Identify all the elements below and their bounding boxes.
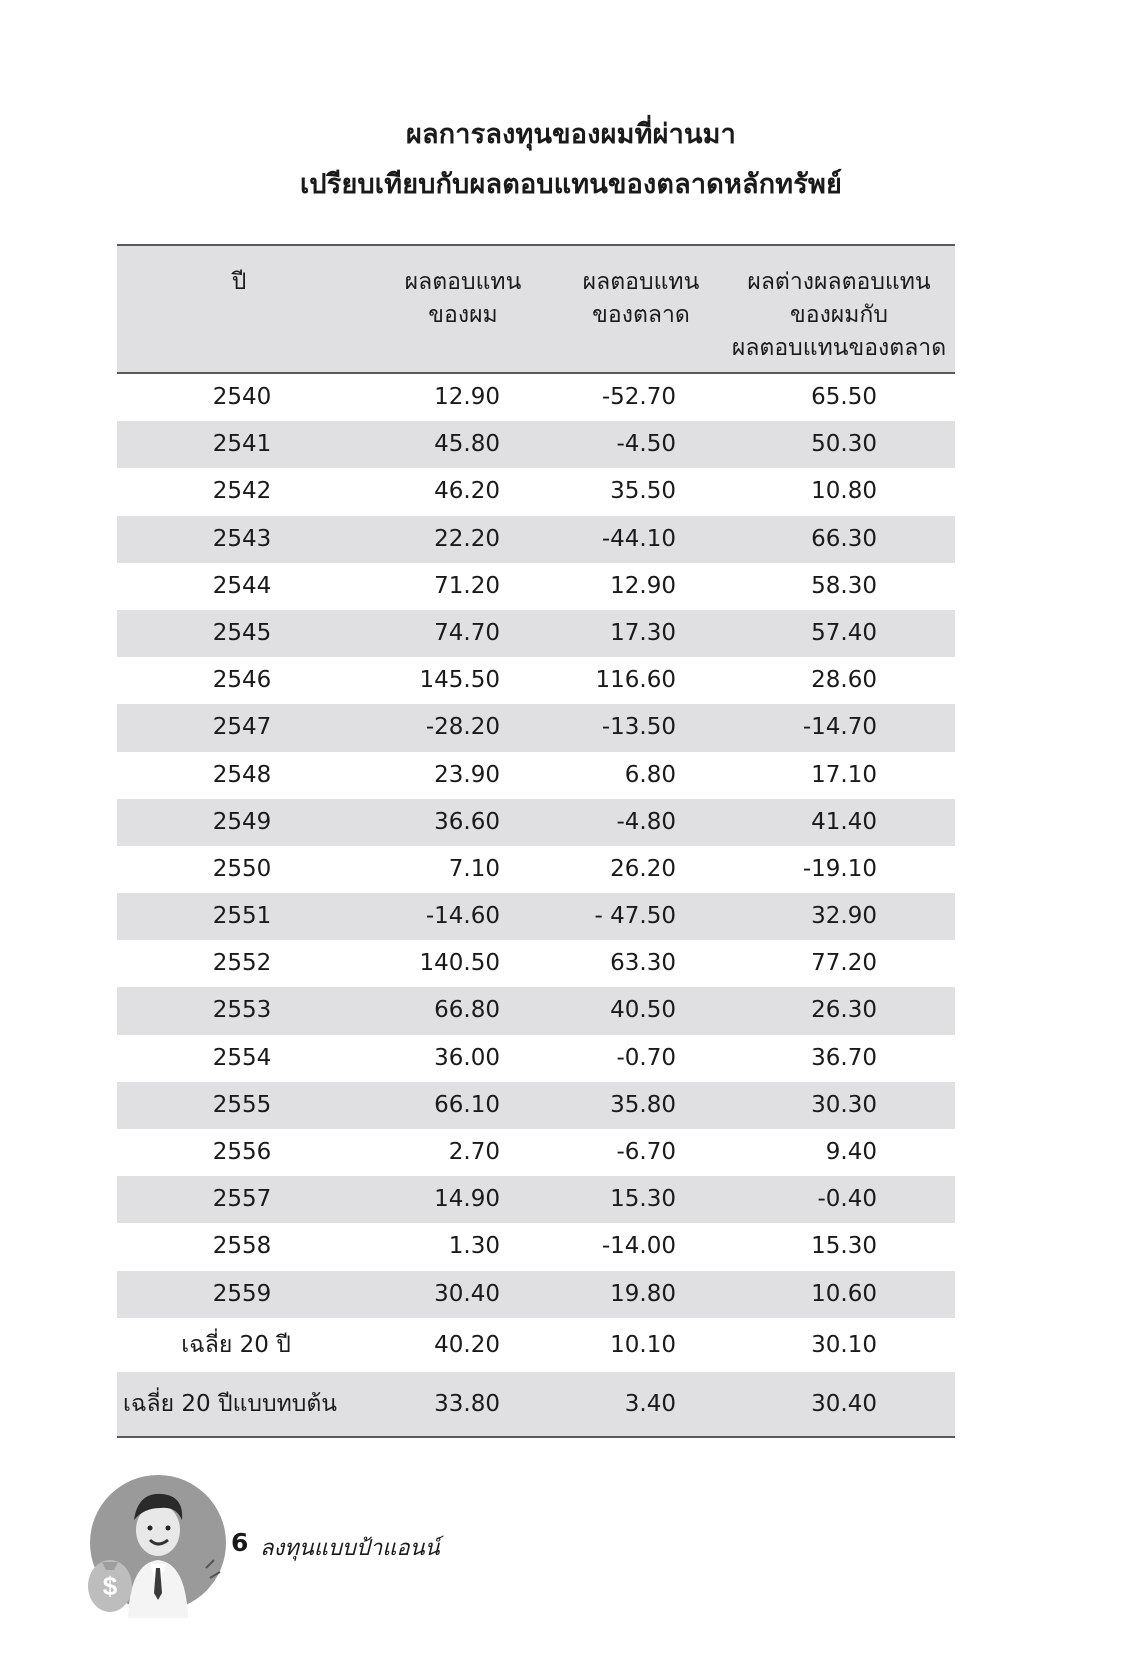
header-difference-line3: ผลตอบแทนของตลาด [731, 335, 947, 361]
header-market-return-line1: ผลตอบแทน [582, 269, 700, 295]
my-return-cell: 2.70 [448, 1139, 500, 1165]
table-row [117, 893, 955, 940]
my-return-cell: 36.00 [434, 1044, 500, 1071]
difference-cell: 36.70 [811, 1044, 877, 1071]
year-cell: 2542 [212, 478, 272, 505]
table-header [117, 246, 955, 374]
my-return-cell: 14.90 [434, 1186, 500, 1213]
table-row [117, 1176, 955, 1223]
my-return-cell: 36.60 [434, 808, 500, 835]
year-cell: 2543 [212, 525, 272, 552]
table-row [117, 987, 955, 1034]
difference-cell: 10.80 [811, 478, 877, 505]
market-return-cell: -4.80 [616, 808, 676, 835]
market-return-cell: -14.00 [601, 1233, 676, 1260]
market-return-cell: 35.80 [610, 1091, 676, 1118]
my-return-cell: 66.10 [434, 1091, 500, 1118]
difference-cell: 9.40 [825, 1139, 877, 1165]
year-cell: 2546 [212, 667, 272, 694]
header-my-return-line2: ของผม [428, 302, 498, 328]
market-return-cell: 15.30 [610, 1186, 676, 1213]
difference-cell: -0.40 [817, 1186, 877, 1213]
market-return-cell: 63.30 [610, 950, 676, 977]
market-return-cell: 40.50 [610, 997, 676, 1024]
year-cell: 2554 [212, 1044, 272, 1071]
average-20-years-row [117, 1318, 955, 1372]
year-cell: 2549 [212, 808, 272, 835]
header-market-return-line2: ของตลาด [592, 302, 690, 328]
my-return-cell: 46.20 [434, 478, 500, 505]
year-cell: 2547 [212, 714, 272, 741]
difference-cell: -19.10 [802, 855, 877, 882]
table-row [117, 846, 955, 893]
table-row [117, 1035, 955, 1082]
market-return-cell: -6.70 [616, 1139, 676, 1165]
year-cell: 2550 [212, 855, 272, 882]
year-cell: 2545 [212, 619, 272, 646]
table-row [117, 657, 955, 704]
difference-cell: 28.60 [811, 667, 877, 694]
my-return-cell: 45.80 [434, 431, 500, 458]
table-row [117, 1271, 955, 1318]
average-20-years-compound-row [117, 1372, 955, 1436]
table-body [117, 374, 955, 1318]
year-cell: 2557 [212, 1186, 272, 1213]
my-return-cell: 12.90 [434, 384, 500, 410]
difference-cell: 65.50 [811, 384, 877, 410]
book-title: ลงทุนแบบป้าแอนน์ [260, 1536, 440, 1561]
table-row [117, 468, 955, 515]
compound-avg-my-return: 33.80 [434, 1390, 500, 1417]
header-my-return-line1: ผลตอบแทน [404, 269, 522, 295]
year-cell: 2548 [212, 761, 272, 788]
my-return-cell: 22.20 [434, 525, 500, 552]
market-return-cell: -13.50 [601, 714, 676, 741]
page-footer [88, 1468, 508, 1618]
avg-label: เฉลี่ย 20 ปี [181, 1331, 291, 1358]
my-return-cell: 66.80 [434, 997, 500, 1024]
difference-cell: 30.30 [811, 1091, 877, 1118]
year-cell: 2558 [212, 1233, 272, 1260]
difference-cell: 77.20 [811, 950, 877, 977]
difference-cell: 32.90 [811, 903, 877, 930]
difference-cell: 50.30 [811, 431, 877, 458]
table-row [117, 1129, 955, 1176]
my-return-cell: 23.90 [434, 761, 500, 788]
businessman-with-money-bag-icon [88, 1468, 228, 1618]
year-cell: 2559 [212, 1280, 272, 1307]
table-row [117, 374, 955, 421]
market-return-cell: 116.60 [595, 667, 676, 694]
table-row [117, 1082, 955, 1129]
year-cell: 2553 [212, 997, 272, 1024]
difference-cell: -14.70 [802, 714, 877, 741]
table-row [117, 563, 955, 610]
header-difference [723, 266, 955, 365]
my-return-cell: 1.30 [448, 1233, 500, 1260]
avg-my-return: 40.20 [434, 1331, 500, 1358]
difference-cell: 10.60 [811, 1280, 877, 1307]
my-return-cell: 140.50 [419, 950, 500, 977]
market-return-cell: - 47.50 [594, 903, 676, 930]
difference-cell: 57.40 [811, 619, 877, 646]
svg-text:$: $ [102, 1571, 118, 1601]
difference-cell: 66.30 [811, 525, 877, 552]
market-return-cell: -44.10 [601, 525, 676, 552]
compound-avg-market-return: 3.40 [624, 1390, 676, 1417]
market-return-cell: -0.70 [616, 1044, 676, 1071]
difference-cell: 41.40 [811, 808, 877, 835]
header-difference-line1: ผลต่างผลตอบแทน [747, 269, 931, 295]
market-return-cell: -52.70 [601, 384, 676, 410]
market-return-cell: 6.80 [624, 761, 676, 788]
title-line-1: ผลการลงทุนของผมที่ผ่านมา [405, 119, 737, 150]
my-return-cell: -28.20 [425, 714, 500, 741]
table-row [117, 752, 955, 799]
my-return-cell: 7.10 [448, 855, 500, 882]
table-row [117, 516, 955, 563]
year-cell: 2541 [212, 431, 272, 458]
market-return-cell: 26.20 [610, 855, 676, 882]
difference-cell: 15.30 [811, 1233, 877, 1260]
table-row [117, 940, 955, 987]
year-cell: 2552 [212, 950, 272, 977]
compound-avg-difference: 30.40 [811, 1390, 877, 1417]
difference-cell: 17.10 [811, 761, 877, 788]
page-number: 6 [231, 1528, 249, 1557]
page-title [0, 110, 1142, 210]
my-return-cell: 145.50 [419, 667, 500, 694]
my-return-cell: 30.40 [434, 1280, 500, 1307]
header-year: ปี [231, 269, 247, 295]
my-return-cell: 74.70 [434, 619, 500, 646]
year-cell: 2551 [212, 903, 272, 930]
header-market-return [549, 266, 733, 332]
difference-cell: 58.30 [811, 572, 877, 599]
table-row [117, 610, 955, 657]
market-return-cell: 19.80 [610, 1280, 676, 1307]
year-cell: 2540 [212, 384, 272, 410]
avg-difference: 30.10 [811, 1331, 877, 1358]
market-return-cell: 17.30 [610, 619, 676, 646]
difference-cell: 26.30 [811, 997, 877, 1024]
market-return-cell: 35.50 [610, 478, 676, 505]
avg-market-return: 10.10 [610, 1331, 676, 1358]
my-return-cell: 71.20 [434, 572, 500, 599]
header-my-return [379, 266, 547, 332]
table-row [117, 421, 955, 468]
year-cell: 2555 [212, 1091, 272, 1118]
year-cell: 2544 [212, 572, 272, 599]
my-return-cell: -14.60 [425, 903, 500, 930]
table-row [117, 799, 955, 846]
table-row [117, 1223, 955, 1270]
compound-avg-label: เฉลี่ย 20 ปีแบบทบต้น [123, 1390, 338, 1417]
header-difference-line2: ของผมกับ [790, 302, 888, 328]
table-row [117, 704, 955, 751]
year-cell: 2556 [212, 1139, 272, 1165]
title-line-2: เปรียบเทียบกับผลตอบแทนของตลาดหลักทรัพย์ [299, 169, 843, 200]
returns-table [117, 244, 955, 1438]
market-return-cell: 12.90 [610, 572, 676, 599]
market-return-cell: -4.50 [616, 431, 676, 458]
